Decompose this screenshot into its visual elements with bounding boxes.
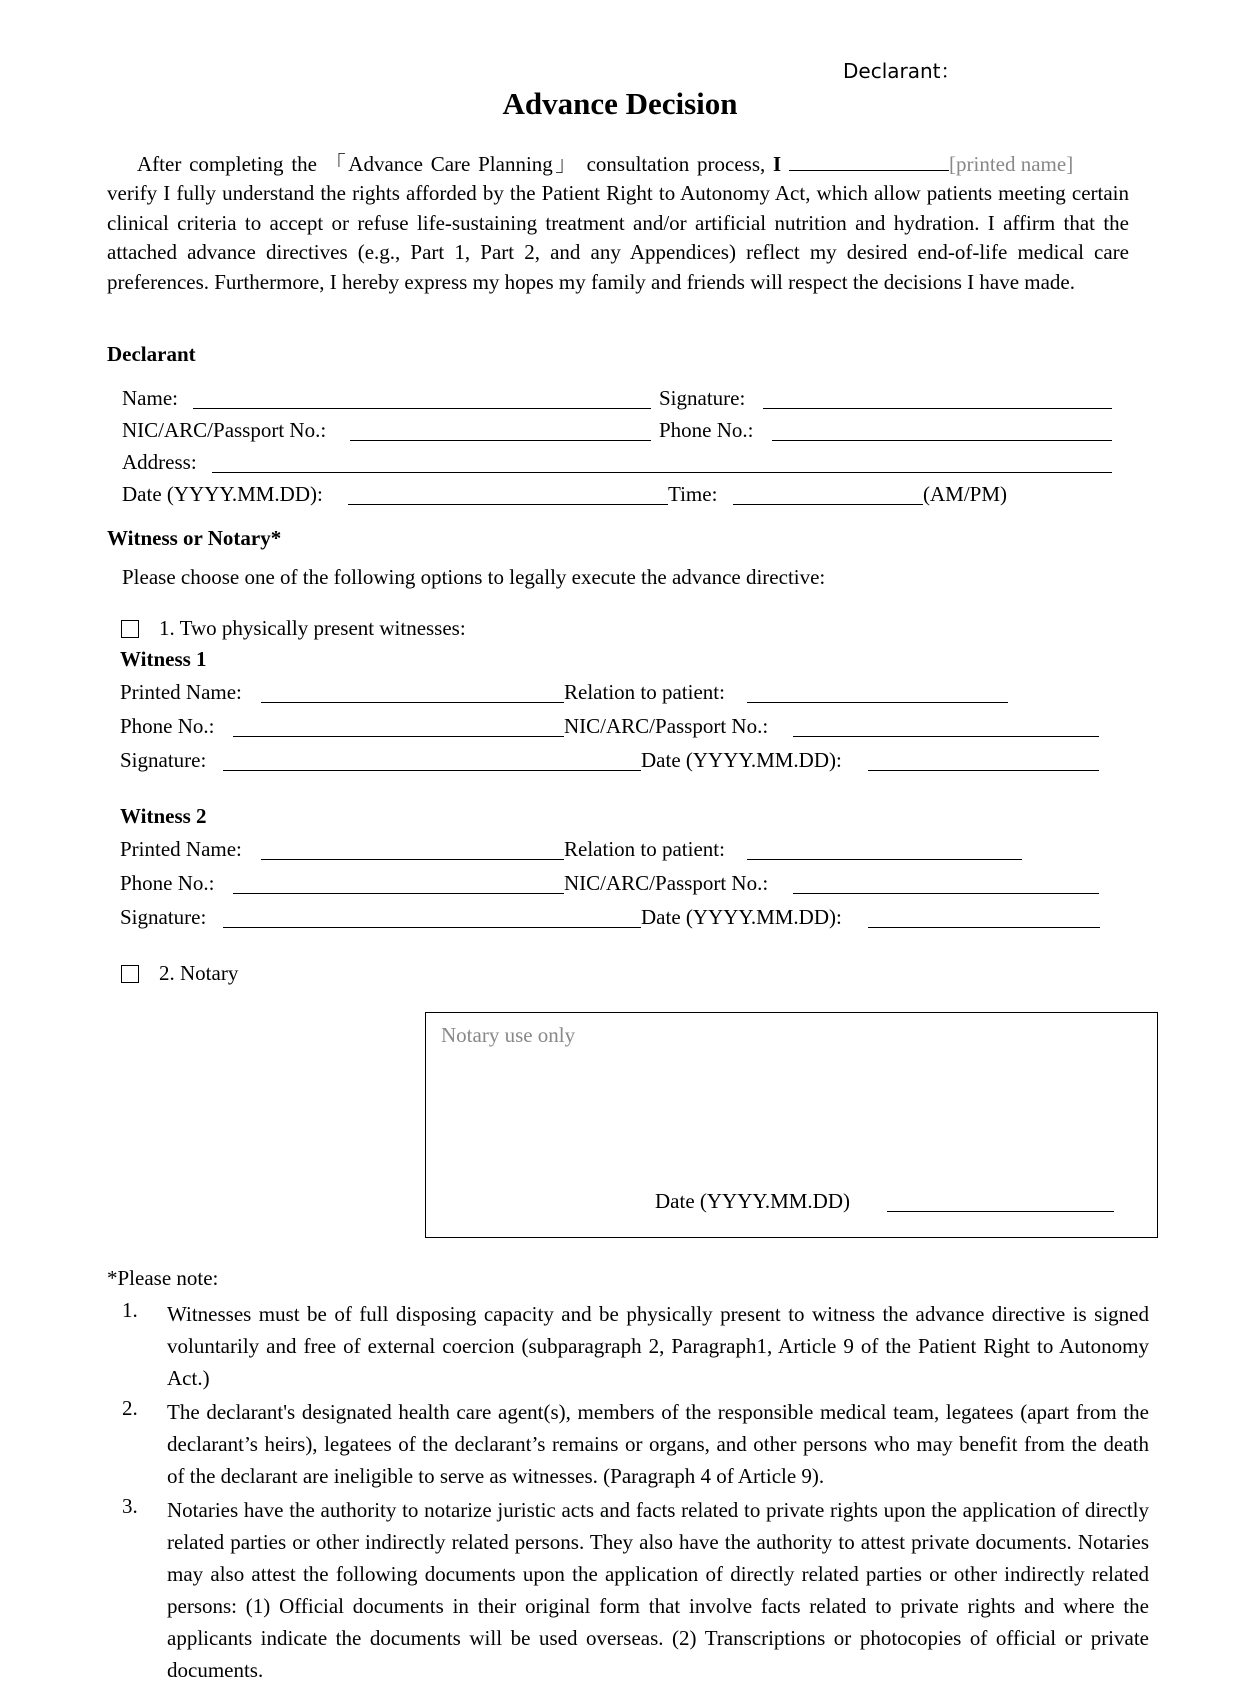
intro-bracket-open: 「	[324, 152, 349, 176]
witness2-signature-label: Signature:	[120, 905, 207, 929]
option-witnesses-label: 1. Two physically present witnesses:	[159, 616, 466, 640]
option-notary-checkbox[interactable]	[121, 965, 139, 983]
declarant-header-label: Declarant：	[843, 59, 961, 83]
witness1-heading: Witness 1	[120, 647, 207, 671]
notes-heading: *Please note:	[107, 1266, 219, 1290]
declarant-name-label: Name:	[122, 386, 178, 410]
notary-use-box	[425, 1012, 1158, 1238]
intro-rest: verify I fully understand the rights afforded by the Patient Right to Autonomy Act, which allow patients meeting certain clinical criteria to accept or refuse life-sustaining treatment and/or artificial nutrition and hydration. I affirm that the attached advance directives (e.g., Part 1, Part 2, and any Appendices) reflect my desired end-of-life medical care preferences. Furthermore, I hereby express my hopes my family and friends will respect the decisions I have made.	[107, 181, 1129, 294]
note-3-text: Notaries have the authority to notarize juristic acts and facts related to private rights upon the application of directly related parties or other indirectly related persons. They also have the authority to attest private documents. Notaries may also attest the following documents upon the application of directly related parties or other indirectly related persons: (1) Official documents in their original form that involve facts related to private rights and where the applicants indicate the documents will be used overseas. (2) Transcriptions or photocopies of official or private documents.	[167, 1498, 1149, 1682]
witness1-printed-name-field[interactable]	[261, 702, 564, 703]
witness1-id-field[interactable]	[793, 736, 1099, 737]
note-1-number: 1.	[122, 1298, 138, 1322]
witness1-printed-name-label: Printed Name:	[120, 680, 242, 704]
declarant-signature-label: Signature:	[659, 386, 746, 410]
witness2-date-field[interactable]	[868, 927, 1100, 928]
witness2-relation-field[interactable]	[747, 859, 1022, 860]
declarant-time-label: Time:	[668, 482, 718, 506]
witness1-date-field[interactable]	[868, 770, 1099, 771]
intro-part2: consultation process,	[578, 152, 774, 176]
witness2-printed-name-label: Printed Name:	[120, 837, 242, 861]
witness2-printed-name-field[interactable]	[261, 859, 564, 860]
declarant-date-label: Date (YYYY.MM.DD):	[122, 482, 323, 506]
note-2-text: The declarant's designated health care agent(s), members of the responsible medical team, legatees (apart from the declarant’s heirs), legatees of the declarant’s remains or organs, and other persons who may benefit from the death of the declarant are ineligible to serve as witnesses. (Paragraph 4 of Article 9).	[167, 1400, 1149, 1488]
declarant-heading: Declarant	[107, 342, 196, 366]
intro-paragraph	[107, 150, 1129, 297]
declarant-ampm-label: (AM/PM)	[923, 482, 1008, 506]
declarant-name-field[interactable]	[193, 408, 651, 409]
note-1-text: Witnesses must be of full disposing capacity and be physically present to witness the advance directive is signed voluntarily and free of external coercion (subparagraph 2, Paragraph1, Article 9 of the Patient Right to Autonomy Act.)	[167, 1302, 1149, 1390]
option-witnesses-checkbox[interactable]	[121, 620, 139, 638]
witness2-phone-field[interactable]	[233, 893, 564, 894]
printed-name-line[interactable]	[789, 152, 949, 171]
intro-pronoun: I	[773, 152, 782, 176]
witness1-phone-field[interactable]	[233, 736, 564, 737]
witness2-id-field[interactable]	[793, 893, 1099, 894]
witness-notary-heading: Witness or Notary*	[107, 526, 282, 550]
witness-instruction: Please choose one of the following options to legally execute the advance directive:	[122, 565, 826, 589]
witness1-signature-label: Signature:	[120, 748, 207, 772]
intro-program: Advance Care Planning	[348, 152, 553, 176]
option-notary-label: 2. Notary	[159, 961, 239, 985]
witness2-signature-field[interactable]	[223, 927, 641, 928]
page-title: Advance Decision	[502, 86, 738, 121]
notary-box-caption: Notary use only	[441, 1023, 576, 1047]
declarant-date-field[interactable]	[348, 504, 668, 505]
notary-date-label: Date (YYYY.MM.DD)	[655, 1189, 851, 1213]
notary-date-field[interactable]	[887, 1211, 1114, 1212]
declarant-address-field[interactable]	[212, 472, 1112, 473]
declarant-signature-field[interactable]	[763, 408, 1112, 409]
declarant-phone-label: Phone No.:	[659, 418, 754, 442]
witness1-date-label: Date (YYYY.MM.DD):	[641, 748, 842, 772]
witness1-id-label: NIC/ARC/Passport No.:	[564, 714, 769, 738]
printed-name-hint: [printed name]	[949, 152, 1074, 176]
declarant-id-field[interactable]	[350, 440, 651, 441]
witness2-id-label: NIC/ARC/Passport No.:	[564, 871, 769, 895]
intro-bracket-close: 」	[552, 152, 579, 176]
witness2-date-label: Date (YYYY.MM.DD):	[641, 905, 842, 929]
declarant-time-field[interactable]	[733, 504, 923, 505]
declarant-id-label: NIC/ARC/Passport No.:	[122, 418, 327, 442]
declarant-phone-field[interactable]	[772, 440, 1112, 441]
witness1-signature-field[interactable]	[223, 770, 641, 771]
witness2-relation-label: Relation to patient:	[564, 837, 725, 861]
witness1-relation-label: Relation to patient:	[564, 680, 725, 704]
intro-part1: After completing the	[137, 152, 325, 176]
witness1-phone-label: Phone No.:	[120, 714, 215, 738]
witness2-phone-label: Phone No.:	[120, 871, 215, 895]
declarant-address-label: Address:	[122, 450, 197, 474]
note-3-number: 3.	[122, 1494, 138, 1518]
witness1-relation-field[interactable]	[747, 702, 1008, 703]
note-2-number: 2.	[122, 1396, 138, 1420]
witness2-heading: Witness 2	[120, 804, 207, 828]
